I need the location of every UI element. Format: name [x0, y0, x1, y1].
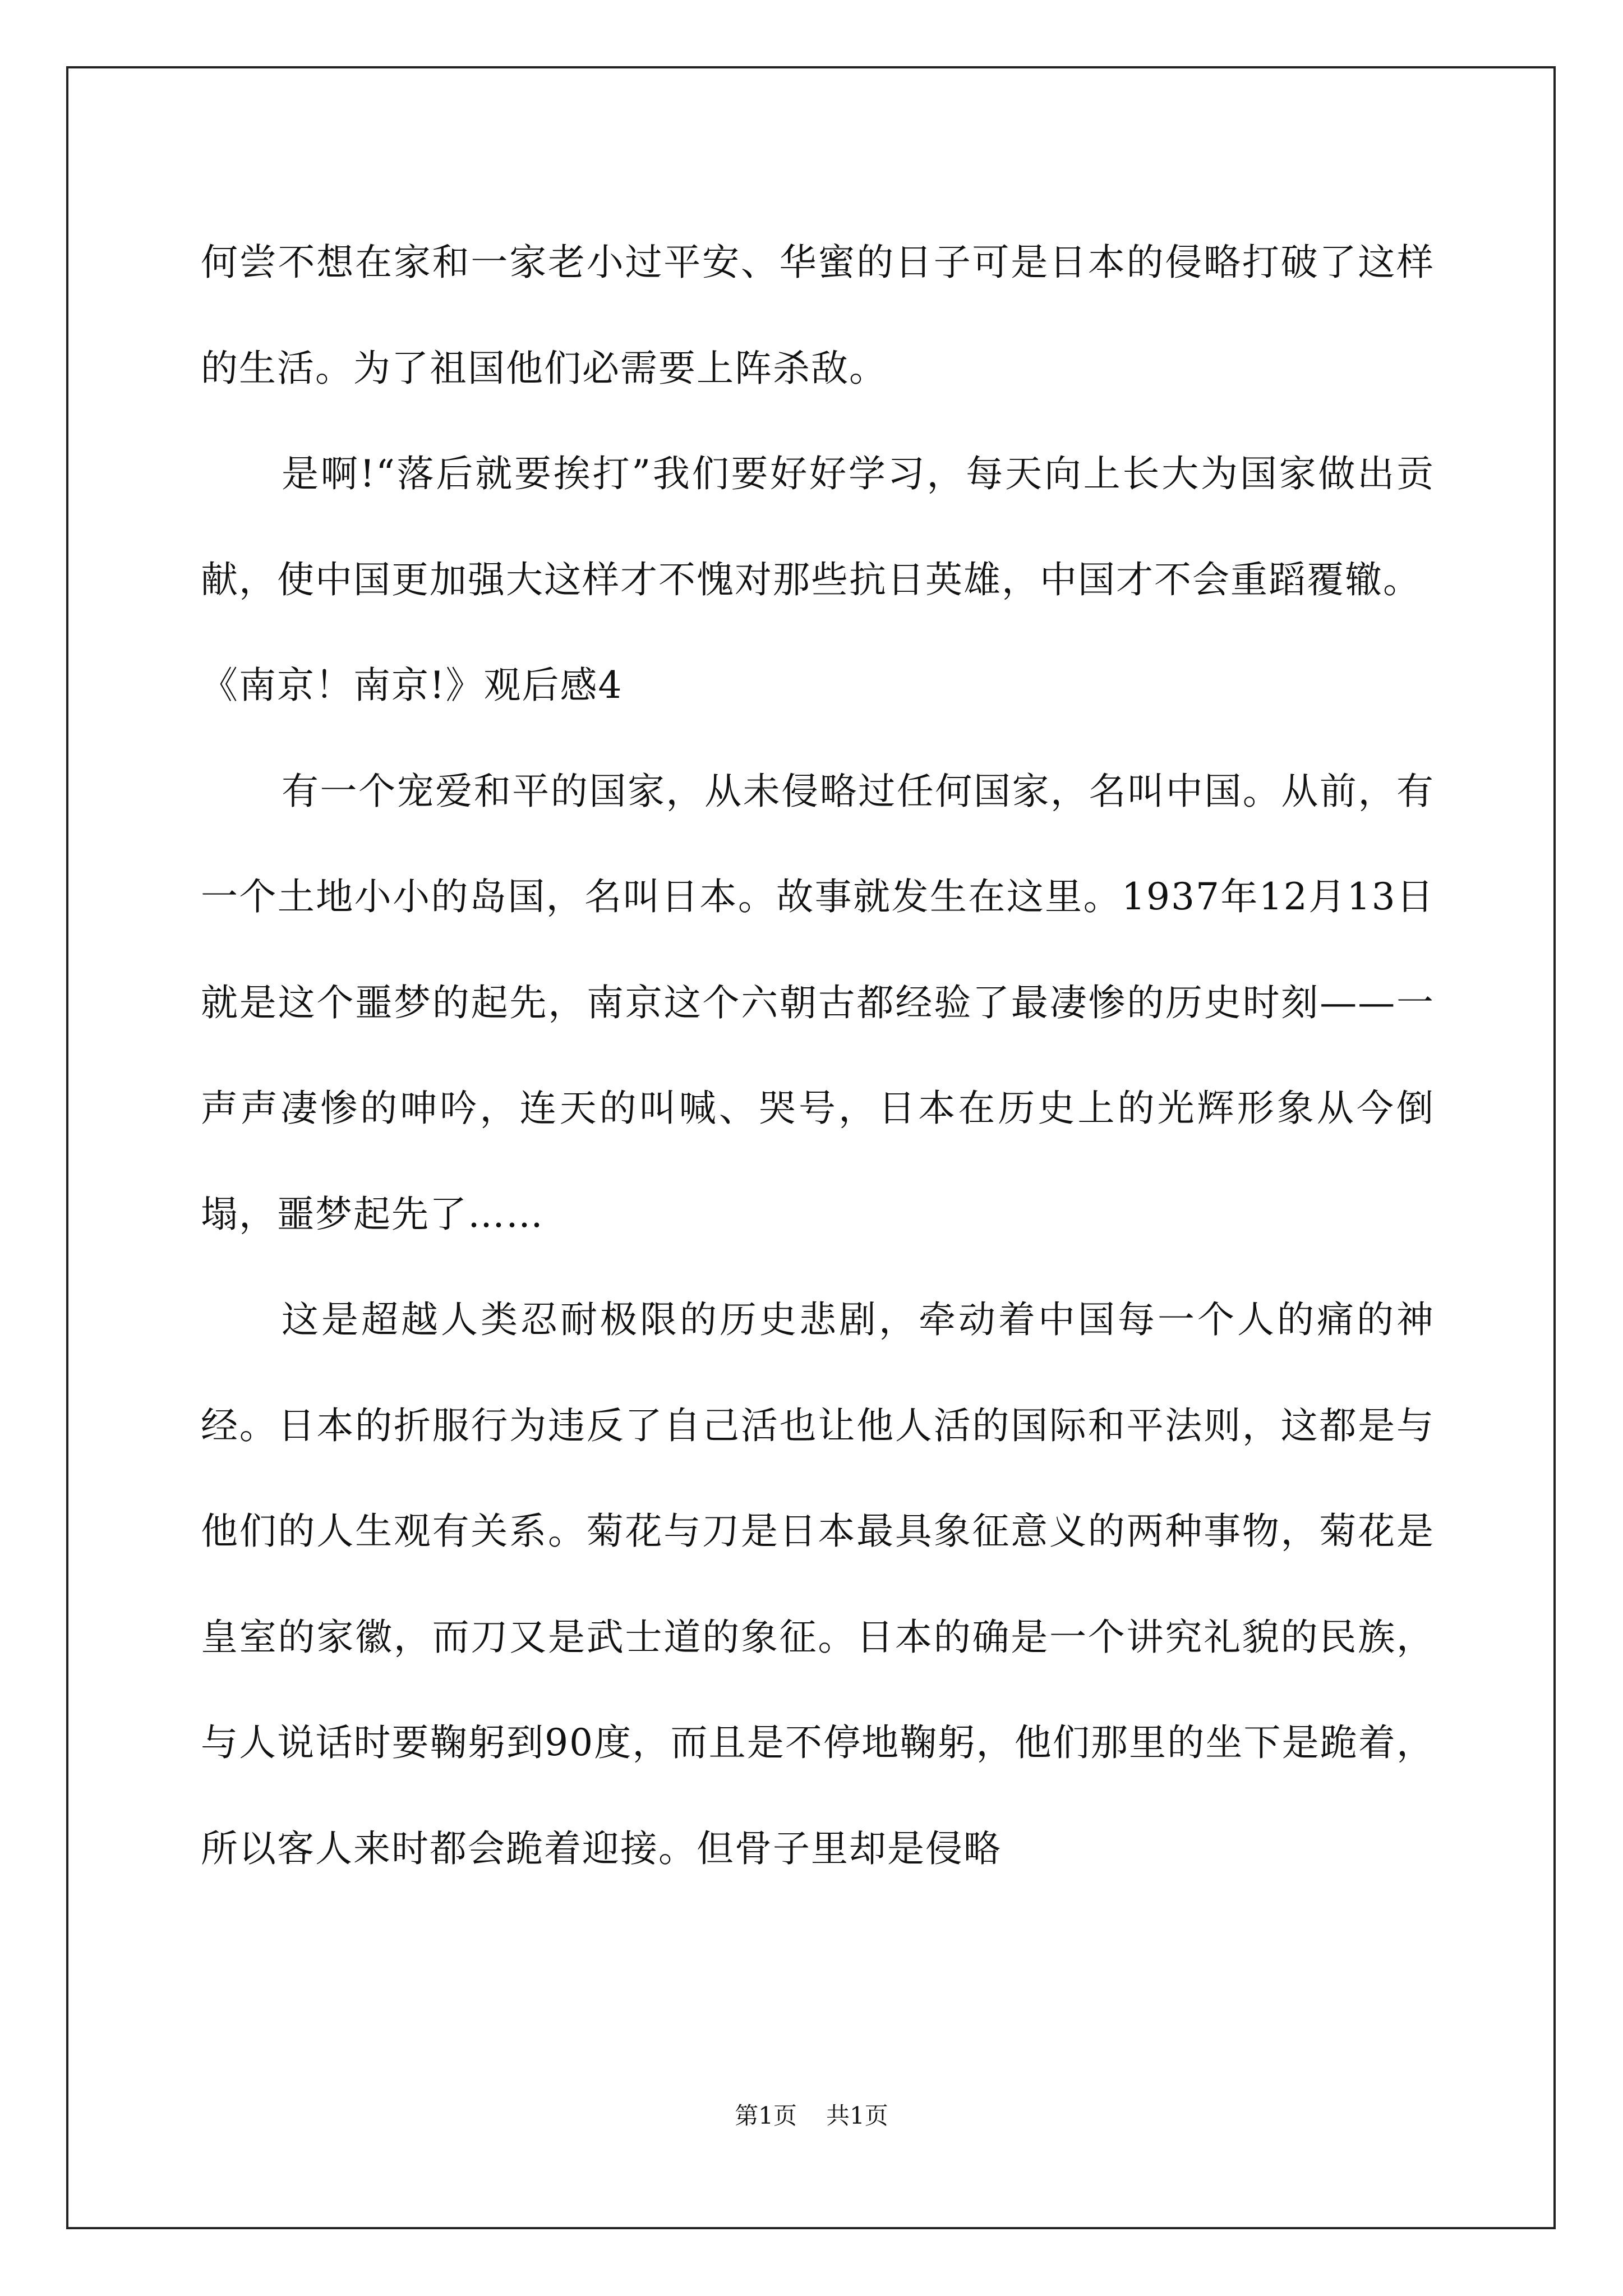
section-title: 《南京！南京!》观后感4: [201, 664, 623, 707]
page-total: 共1页: [826, 2102, 888, 2129]
document-body: [201, 210, 1435, 1902]
paragraph-analysis: 这是超越人类忍耐极限的历史悲剧，牵动着中国每一个人的痛的神经。日本的折服行为违反了自己活也让他人活的国际和平法则，这都是与他们的人生观有关系。菊花与刀是日本最具象征意义的两种事物，菊花是皇室的家徽，而刀又是武士道的象征。日本的确是一个讲究礼貌的民族，与人说话时要鞠躬到90度，而且是不停地鞠躬，他们那里的坐下是跪着，所以客人来时都会跪着迎接。但骨子里却是侵略: [201, 1298, 1435, 1870]
paragraph-intro: 有一个宠爱和平的国家，从未侵略过任何国家，名叫中国。从前，有一个土地小小的岛国，名叫日本。故事就发生在这里。1937年12月13日就是这个噩梦的起先，南京这个六朝古都经验了最凄惨的历史时刻——一声声凄惨的呻吟，连天的叫喊、哭号，日本在历史上的光辉形象从今倒塌，噩梦起先了……: [201, 769, 1435, 1236]
paragraph-conclusion: 是啊!“落后就要挨打”我们要好好学习，每天向上长大为国家做出贡献，使中国更加强大这样才不愧对那些抗日英雄，中国才不会重蹈覆辙。: [201, 452, 1435, 601]
paragraph-continuation: 何尝不想在家和一家老小过平安、华蜜的日子可是日本的侵略打破了这样的生活。为了祖国他们必需要上阵杀敌。: [201, 241, 1435, 390]
page-footer: [0, 2099, 1623, 2133]
page-number: 第1页: [735, 2102, 797, 2129]
